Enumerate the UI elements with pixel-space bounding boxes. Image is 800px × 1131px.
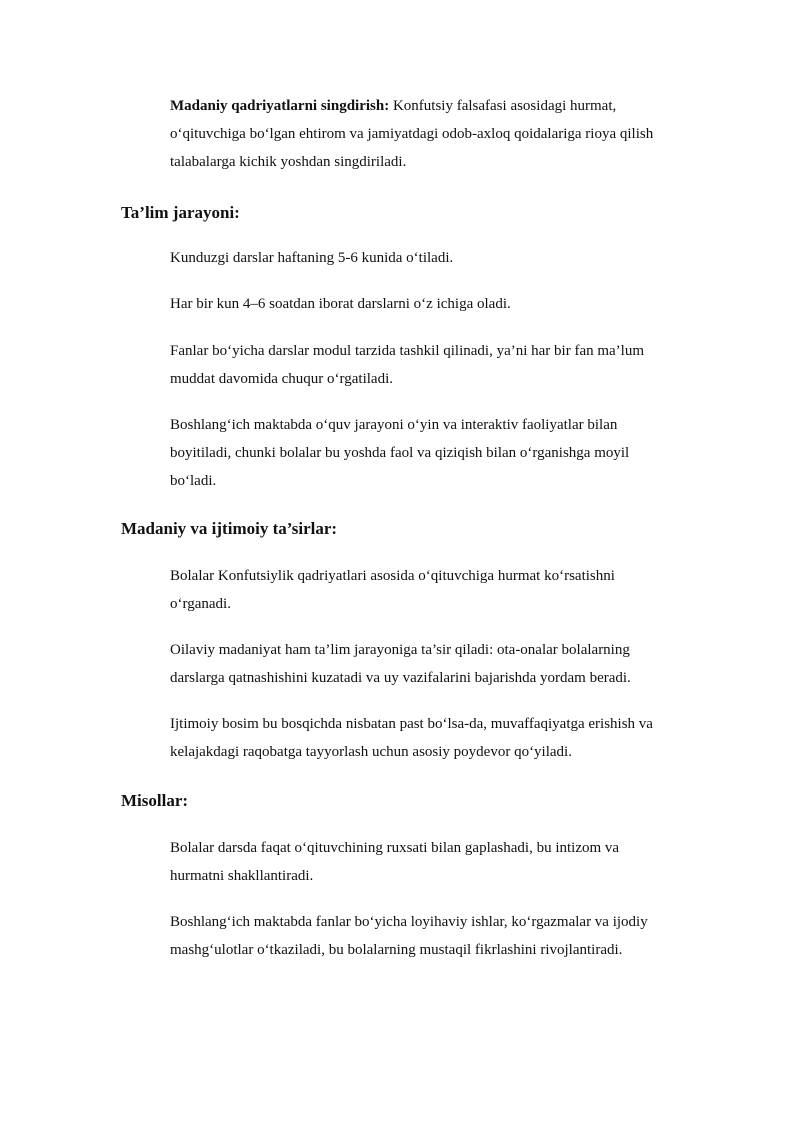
paragraph: Fanlar bo‘yicha darslar modul tarzida tashkil qilinadi, ya’ni har bir fan ma’lum muddat davomida chuqur o‘rgatiladi. — [170, 343, 645, 387]
paragraph: Har bir kun 4–6 soatdan iborat darslarni o‘z ichiga oladi. — [170, 296, 511, 312]
section-heading-talim-jarayoni: Ta’lim jarayoni: — [121, 203, 240, 222]
paragraph: Kunduzgi darslar haftaning 5-6 kunida o‘tiladi. — [170, 250, 454, 266]
intro-paragraph — [170, 92, 675, 176]
paragraph: Oilaviy madaniyat ham ta’lim jarayoniga ta’sir qiladi: ota-onalar bolalarning darslarga qatnashishini kuzatadi va uy vazifalarini bajarishda yordam beradi. — [170, 642, 631, 686]
paragraph: Bolalar darsda faqat o‘qituvchining ruxsati bilan gaplashadi, bu intizom va hurmatni shakllantiradi. — [170, 840, 620, 884]
intro-text: Konfutsiy falsafasi asosidagi hurmat, o‘qituvchiga bo‘lgan ehtirom va jamiyatdagi odob-axloq qoidalariga rioya qilish talabalarga kichik yoshdan singdiriladi. — [170, 98, 654, 170]
paragraph: Ijtimoiy bosim bu bosqichda nisbatan past bo‘lsa-da, muvaffaqiyatga erishish va kelajakdagi raqobatga tayyorlash uchun asosiy poydevor qo‘yiladi. — [170, 716, 653, 760]
paragraph: Boshlang‘ich maktabda o‘quv jarayoni o‘yin va interaktiv faoliyatlar bilan boyitiladi, chunki bolalar bu yoshda faol va qiziqish bilan o‘rganishga moyil bo‘ladi. — [170, 417, 630, 489]
intro-lead: Madaniy qadriyatlarni singdirish: — [170, 98, 390, 114]
section-heading-madaniy-ijtimoiy: Madaniy va ijtimoiy ta’sirlar: — [121, 519, 338, 538]
section-heading-misollar: Misollar: — [121, 791, 189, 810]
paragraph: Boshlang‘ich maktabda fanlar bo‘yicha loyihaviy ishlar, ko‘rgazmalar va ijodiy mashg‘ulotlar o‘tkaziladi, bu bolalarning mustaqil fikrlashini rivojlantiradi. — [170, 914, 648, 958]
paragraph: Bolalar Konfutsiylik qadriyatlari asosida o‘qituvchiga hurmat ko‘rsatishni o‘rganadi. — [170, 568, 615, 612]
